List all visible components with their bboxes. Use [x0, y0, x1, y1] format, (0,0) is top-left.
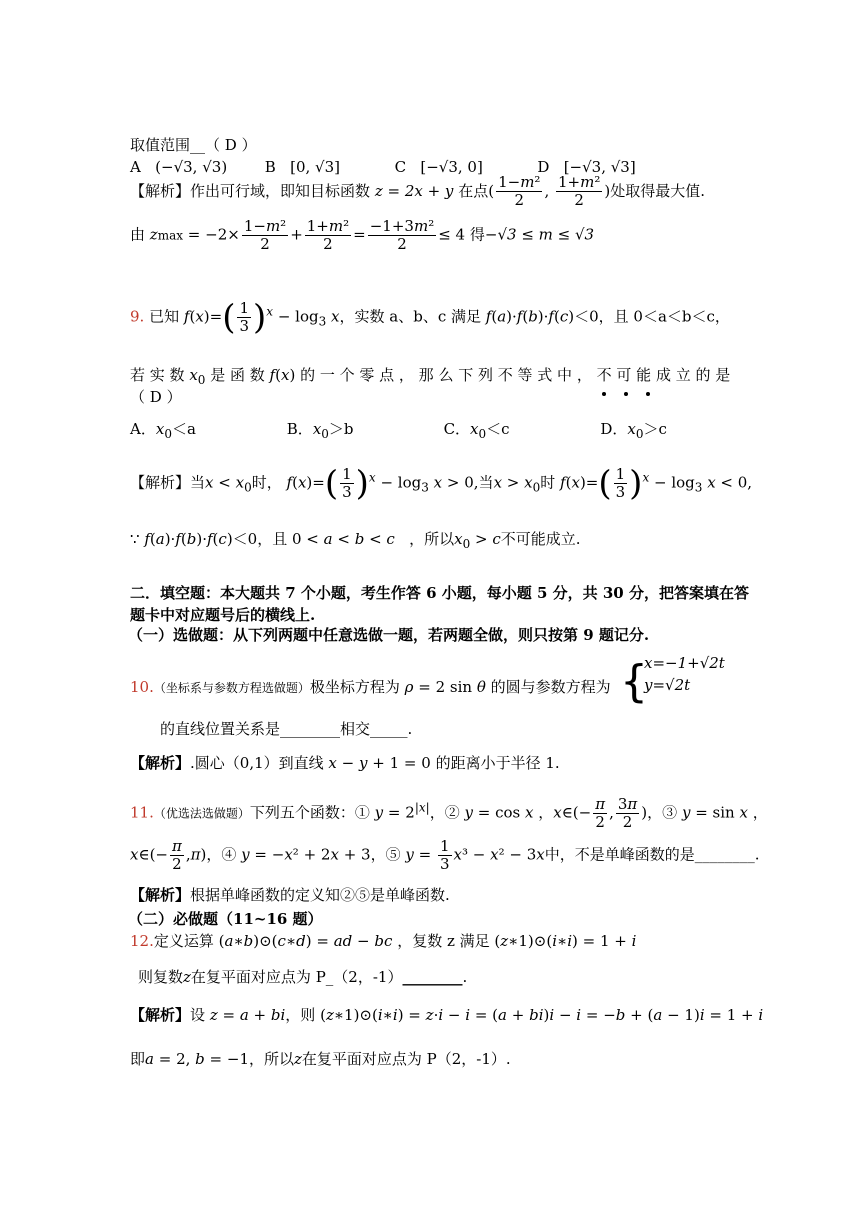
q10-answer: 相交 [340, 720, 371, 738]
q11-stem-line-2: x∈(− $\frac{\pi}{2}$ ,π)，④ y = −x² + 2x + 3，⑤ y = $\frac{1}{3}$ x³ − x² − 3x中，不是单峰函数的是________. [130, 837, 760, 873]
q10-analysis: 【解析】.圆心（0,1）到直线 x − y + 1 = 0 的距离小于半径 1. [130, 754, 560, 772]
q9-option-c: C．$x_0<c$ [443, 420, 510, 441]
q9-option-d: D．$x_0>c$ [600, 420, 667, 441]
analysis-tag: 【解析】 [130, 181, 191, 200]
q8-option-a: A (−√3, √3) [130, 158, 228, 176]
q12-analysis-line-2: 即a = 2, b = −1，所以z在复平面对应点为 P（2，-1）. [130, 1050, 511, 1068]
emphasis-dot [624, 392, 628, 396]
q12-stem-line-2: 则复数z在复平面对应点为 P_（2，-1）________. [138, 968, 468, 986]
param-eq-y: y=√2t [644, 676, 691, 694]
q9-stem-line-1: 9. 已知 f(x)=( $\frac{1}{3}$ )$^x - \log_3 x$，实数 a、b、c 满足 f(a)·f(b)·f(c)＜0，且 0＜a＜b＜c， [130, 297, 730, 338]
analysis-tag: 【解析】 [130, 886, 191, 904]
emphasis-dot [646, 392, 650, 396]
analysis-tag: 【解析】 [130, 754, 191, 772]
q8-analysis-line-1: 【解析】作出可行域，即知目标函数 z = 2x + y 在点( $\frac{\text{1−m²}}{2}$ , $\frac{\text{1+m²}}{2}$ )处取得最大值. [130, 173, 705, 209]
analysis-tag: 【解析】 [130, 1006, 191, 1024]
q8-blank: __ [190, 136, 206, 154]
q9-answer: （ D ） [130, 388, 182, 406]
brace-symbol: { [620, 656, 648, 707]
emphasis-dot [602, 392, 606, 396]
section-title-2: 题卡中对应题号后的横线上. [130, 606, 316, 624]
question-number: 12. [130, 932, 154, 950]
q9-options [130, 418, 667, 441]
q10-stem-line-2: 的直线位置关系是________相交_____. [160, 720, 413, 738]
question-number: 9. [130, 307, 145, 326]
q8-option-b: B [0, √3] [264, 158, 341, 176]
section-sub-1: （一）选做题：从下列两题中任意选做一题，若两题全做，则只按第 9 题记分. [128, 626, 650, 644]
q8-tail-text: 取值范围 [130, 136, 191, 154]
section-sub-2: （二）必做题（11~16 题） [128, 910, 323, 928]
q9-analysis-line-1: 【解析】当$x < x_0$时， f(x)=( $\frac{1}{3}$ )$^x - \log_3 x > 0$,当$x > x_0$时 f(x)=( $\frac{1}{3}$ )$^x - \log_3 x < 0$, [130, 463, 753, 504]
q9-stem-line-2: 若 实 数 $x_0$ 是 函 数 f(x) 的 一 个 零 点 ， 那 么 下 列 不 等 式 中 ， 不 可 能 成 立 的 是 [130, 366, 731, 387]
fraction: $\frac{\text{1+m²}}{2}$ [557, 173, 601, 209]
q10-stem-line-1: 10.（坐标系与参数方程选做题）极坐标方程为 ρ = 2 sin θ 的圆与参数方程为 [130, 678, 611, 696]
q8-option-d: D [−√3, √3] [537, 158, 636, 176]
q9-option-b: B．$x_0>b$ [286, 420, 354, 441]
q9-option-a: A．$x_0<a$ [130, 420, 196, 441]
q8-tail-line [130, 134, 257, 155]
q12-analysis-line-1: 【解析】设 z = a + bi，则 (z∗1)⊙(i∗i) = z·i − i = (a + bi)i − i = −b + (a − 1)i = 1 + i [130, 1006, 764, 1024]
q8-analysis-line-2: 由 zmax = −2× $\frac{\text{1−m²}}{2}$ + $\frac{\text{1+m²}}{2}$ = $\frac{\text{−1+3m²}}{2}$ ≤ 4 得−√3 ≤ m ≤ √3 [130, 217, 595, 253]
param-eq-x: x=−1+√2t [644, 654, 725, 672]
analysis-tag: 【解析】 [130, 473, 191, 492]
question-number: 10. [130, 678, 154, 696]
q8-option-c: C [−√3, 0] [394, 158, 483, 176]
q8-answer: （ D ） [205, 136, 257, 154]
q12-stem-line-1: 12.定义运算 (a∗b)⊙(c∗d) = ad − bc ，复数 z 满足 (z∗1)⊙(i∗i) = 1 + i [130, 932, 637, 950]
q9-analysis-line-2: ∵ f(a)·f(b)·f(c)＜0，且 0 < a < b < c ，所以$x_0 > c$不可能成立. [130, 530, 581, 551]
section-title-1: 二．填空题：本大题共 7 个小题，考生作答 6 小题，每小题 5 分，共 30 分，把答案填在答 [130, 584, 749, 602]
q11-stem-line-1: 11.（优选法选做题）下列五个函数：① $y = 2^{|x|}$，② y = cos x ，x∈(− $\frac{\pi}{2}$ , $\frac{3\pi}{2}$ )，③ y = sin x ， [130, 795, 768, 831]
question-number: 11. [130, 803, 154, 822]
fraction: $\frac{\text{1−m²}}{2}$ [498, 173, 541, 209]
q12-blank: ________ [402, 968, 463, 986]
emphasis-text: 不 可 能 [596, 366, 652, 384]
q11-analysis: 【解析】根据单峰函数的定义知②⑤是单峰函数. [130, 886, 450, 904]
